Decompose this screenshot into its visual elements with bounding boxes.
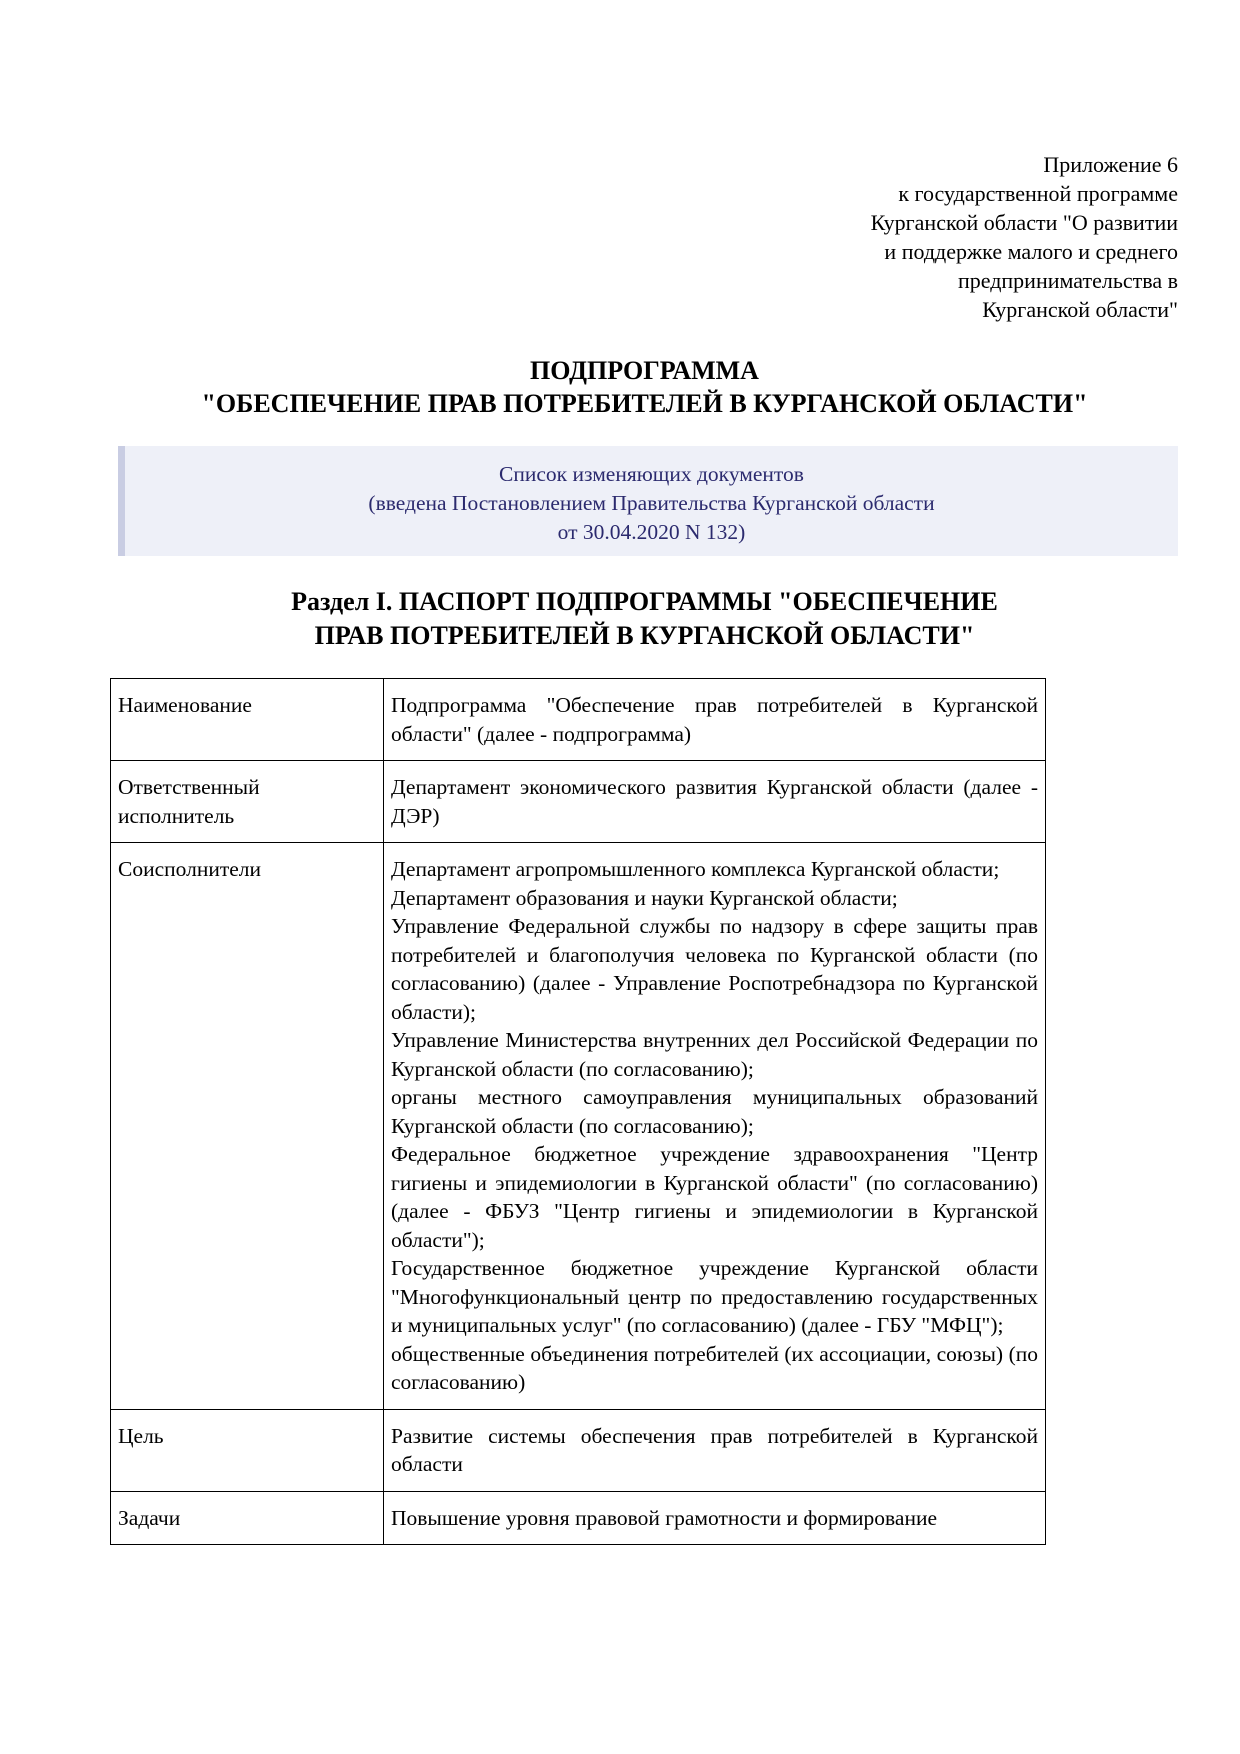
appendix-line: Приложение 6 [1043,152,1178,177]
changing-documents-box [118,446,1178,556]
row-value [384,1491,1046,1545]
subprogram-title [112,354,1177,420]
table-row [111,679,1046,761]
value-line: общественные объединения потребителей (их ассоциации, союзы) (по согласованию) [391,1341,1038,1394]
subprogram-title-line1: ПОДПРОГРАММА [530,356,759,385]
appendix-line: Курганской области" [982,297,1178,322]
value-line: Департамент агропромышленного комплекса Курганской области; [391,857,1000,881]
value-line: Подпрограмма "Обеспечение прав потребителей в Курганской области" (далее - подпрограмма) [391,693,1038,746]
section-title-line1: Раздел I. ПАСПОРТ ПОДПРОГРАММЫ "ОБЕСПЕЧЕНИЕ [291,587,998,616]
changes-decree: (введена Постановлением Правительства Курганской области [368,491,935,515]
subprogram-title-line2: "ОБЕСПЕЧЕНИЕ ПРАВ ПОТРЕБИТЕЛЕЙ В КУРГАНСКОЙ ОБЛАСТИ" [201,389,1088,418]
value-line: Развитие системы обеспечения прав потребителей в Курганской области [391,1423,1038,1476]
appendix-line: к государственной программе [898,181,1178,206]
section-title [112,585,1177,653]
appendix-note [758,150,1178,324]
row-label: Задачи [111,1491,384,1545]
value-line: Департамент образования и науки Курганской области; [391,885,898,910]
row-label: Цель [111,1409,384,1491]
value-line: Департамент экономического развития Курганской области (далее - ДЭР) [391,775,1038,828]
table-row [111,843,1046,1410]
changes-date: от 30.04.2020 N 132) [557,520,746,544]
section-title-line2: ПРАВ ПОТРЕБИТЕЛЕЙ В КУРГАНСКОЙ ОБЛАСТИ" [314,621,975,650]
value-line: Управление Министерства внутренних дел Российской Федерации по Курганской области (по согласованию); [391,1028,1038,1081]
table-row [111,761,1046,843]
changes-heading: Список изменяющих документов [499,462,804,486]
table-row [111,1491,1046,1545]
appendix-line: и поддержке малого и среднего [884,239,1178,264]
value-line: Управление Федеральной службы по надзору в сфере защиты прав потребителей и благополучия человека по Курганской области (по согласованию) (далее - Управление Роспотребнадзора по Курганской области); [391,914,1038,1024]
passport-table [110,678,1046,1545]
appendix-line: Курганской области "О развитии [870,210,1178,235]
appendix-line: предпринимательства в [957,268,1178,293]
row-value [384,1409,1046,1491]
value-line: органы местного самоуправления муниципальных образований Курганской области (по согласованию); [391,1085,1038,1138]
value-line: Федеральное бюджетное учреждение здравоохранения "Центр гигиены и эпидемиологии в Курганской области" (по согласованию) (далее - ФБУЗ "Центр гигиены и эпидемиологии в Курганской области"); [391,1142,1038,1252]
row-label: Соисполнители [111,843,384,1410]
row-value [384,679,1046,761]
row-value [384,843,1046,1410]
table-row [111,1409,1046,1491]
row-value [384,761,1046,843]
row-label: Ответственный исполнитель [111,761,384,843]
value-line: Повышение уровня правовой грамотности и формирование [391,1505,938,1530]
row-label: Наименование [111,679,384,761]
value-line: Государственное бюджетное учреждение Курганской области "Многофункциональный центр по предоставлению государственных и муниципальных услуг" (по согласованию) (далее - ГБУ "МФЦ"); [391,1256,1038,1337]
